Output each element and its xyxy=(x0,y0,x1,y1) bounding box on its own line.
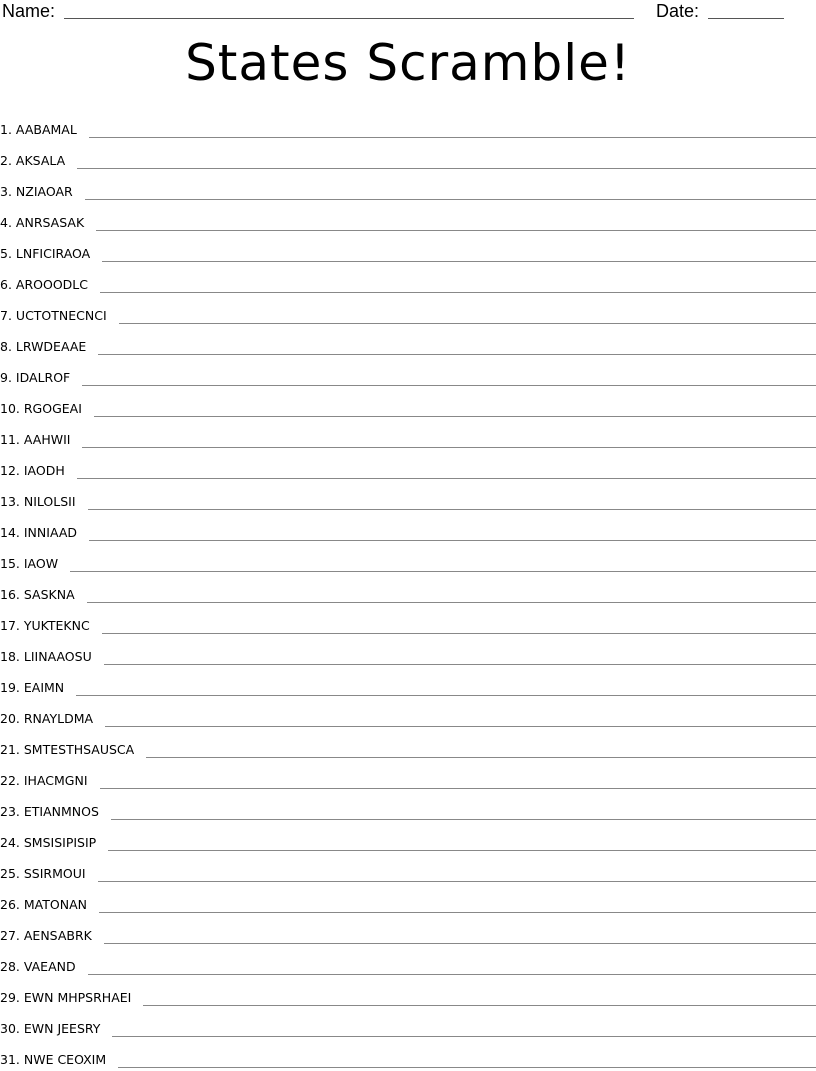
scramble-item-label xyxy=(0,834,96,854)
scramble-item-label xyxy=(0,493,76,513)
scramble-item xyxy=(0,327,816,358)
scramble-item-label xyxy=(0,214,84,234)
item-number: 8. xyxy=(0,339,12,354)
answer-line[interactable] xyxy=(89,137,816,138)
scrambled-word: AABAMAL xyxy=(15,122,77,137)
item-number: 7. xyxy=(0,308,12,323)
scramble-item xyxy=(0,544,816,575)
worksheet-header xyxy=(0,0,816,24)
scrambled-word: LNFICIRAOA xyxy=(15,246,91,261)
scramble-item xyxy=(0,265,816,296)
scramble-item-label xyxy=(0,462,65,482)
answer-line[interactable] xyxy=(70,571,816,572)
scramble-item xyxy=(0,947,816,978)
scrambled-word: IAOW xyxy=(23,556,59,571)
name-line xyxy=(64,18,634,19)
scramble-item xyxy=(0,358,816,389)
scrambled-word: IHACMGNI xyxy=(23,773,88,788)
scramble-item xyxy=(0,172,816,203)
item-number: 21. xyxy=(0,742,20,757)
scrambled-word: NZIAOAR xyxy=(15,184,73,199)
scrambled-word: RGOGEAI xyxy=(23,401,82,416)
scramble-item-label xyxy=(0,152,65,172)
answer-line[interactable] xyxy=(102,633,816,634)
item-number: 6. xyxy=(0,277,12,292)
scramble-item xyxy=(0,141,816,172)
scramble-item xyxy=(0,451,816,482)
answer-line[interactable] xyxy=(76,695,816,696)
scramble-item xyxy=(0,854,816,885)
item-number: 24. xyxy=(0,835,20,850)
scrambled-word: SASKNA xyxy=(23,587,75,602)
scrambled-word: NILOLSII xyxy=(23,494,76,509)
scramble-item-label xyxy=(0,989,131,1009)
scramble-item-label xyxy=(0,338,86,358)
scramble-item-label xyxy=(0,865,86,885)
answer-line[interactable] xyxy=(146,757,816,758)
answer-line[interactable] xyxy=(119,323,816,324)
item-number: 9. xyxy=(0,370,12,385)
item-number: 19. xyxy=(0,680,20,695)
item-number: 30. xyxy=(0,1021,20,1036)
scramble-item xyxy=(0,823,816,854)
scrambled-word: NWE CEOXIM xyxy=(23,1052,107,1067)
answer-line[interactable] xyxy=(77,168,816,169)
scrambled-word: EWN MHPSRHAEI xyxy=(23,990,132,1005)
answer-line[interactable] xyxy=(88,509,816,510)
answer-line[interactable] xyxy=(85,199,816,200)
scramble-item-label xyxy=(0,772,88,792)
answer-line[interactable] xyxy=(82,385,816,386)
answer-line[interactable] xyxy=(108,850,816,851)
answer-line[interactable] xyxy=(112,1036,816,1037)
scramble-item xyxy=(0,761,816,792)
scrambled-word: INNIAAD xyxy=(23,525,78,540)
scramble-item xyxy=(0,482,816,513)
scramble-item-label xyxy=(0,276,88,296)
scramble-item xyxy=(0,606,816,637)
answer-line[interactable] xyxy=(102,261,816,262)
item-number: 10. xyxy=(0,401,20,416)
scrambled-word: EAIMN xyxy=(23,680,65,695)
scramble-item-label xyxy=(0,1020,100,1040)
item-number: 1. xyxy=(0,122,12,137)
scrambled-word: LRWDEAAE xyxy=(15,339,87,354)
date-line xyxy=(708,18,784,19)
answer-line[interactable] xyxy=(100,292,816,293)
item-number: 18. xyxy=(0,649,20,664)
item-number: 25. xyxy=(0,866,20,881)
item-number: 22. xyxy=(0,773,20,788)
scramble-item-label xyxy=(0,803,99,823)
scramble-item-label xyxy=(0,121,77,141)
page-title: States Scramble! xyxy=(185,34,631,92)
item-number: 3. xyxy=(0,184,12,199)
scramble-item xyxy=(0,389,816,420)
scramble-item xyxy=(0,916,816,947)
scramble-item xyxy=(0,296,816,327)
scramble-item xyxy=(0,575,816,606)
scramble-item xyxy=(0,203,816,234)
scrambled-word: SSIRMOUI xyxy=(23,866,86,881)
answer-line[interactable] xyxy=(89,540,816,541)
scrambled-word: EWN JEESRY xyxy=(23,1021,101,1036)
scramble-item-label xyxy=(0,1051,106,1071)
scramble-item-label xyxy=(0,679,64,699)
scramble-item xyxy=(0,110,816,141)
scramble-item-label xyxy=(0,400,82,420)
date-label: Date: xyxy=(656,1,700,21)
scramble-item xyxy=(0,1009,816,1040)
item-number: 11. xyxy=(0,432,20,447)
item-number: 28. xyxy=(0,959,20,974)
scrambled-word: YUKTEKNC xyxy=(23,618,90,633)
scramble-item xyxy=(0,1040,816,1071)
scramble-item xyxy=(0,513,816,544)
item-number: 16. xyxy=(0,587,20,602)
answer-line[interactable] xyxy=(87,602,816,603)
scramble-item-label xyxy=(0,307,107,327)
scramble-item-label xyxy=(0,896,87,916)
answer-line[interactable] xyxy=(104,943,816,944)
scramble-item-label xyxy=(0,927,92,947)
scramble-item xyxy=(0,978,816,1009)
scramble-item xyxy=(0,234,816,265)
scramble-item-label xyxy=(0,431,70,451)
item-number: 2. xyxy=(0,153,12,168)
answer-line[interactable] xyxy=(118,1067,816,1068)
scramble-item xyxy=(0,668,816,699)
scramble-item-label xyxy=(0,524,77,544)
scrambled-word: IAODH xyxy=(23,463,65,478)
item-number: 5. xyxy=(0,246,12,261)
scramble-item-label xyxy=(0,648,92,668)
scrambled-word: AAHWII xyxy=(23,432,71,447)
answer-line[interactable] xyxy=(98,354,816,355)
scrambled-word: SMTESTHSAUSCA xyxy=(23,742,135,757)
answer-line[interactable] xyxy=(105,726,816,727)
answer-line[interactable] xyxy=(77,478,816,479)
name-label: Name: xyxy=(2,1,56,21)
item-number: 14. xyxy=(0,525,20,540)
scramble-item xyxy=(0,792,816,823)
answer-line[interactable] xyxy=(104,664,816,665)
scrambled-word: ANRSASAK xyxy=(15,215,85,230)
answer-line[interactable] xyxy=(94,416,816,417)
scramble-item-label xyxy=(0,369,70,389)
scrambled-word: AKSALA xyxy=(15,153,66,168)
item-number: 27. xyxy=(0,928,20,943)
scramble-item-label xyxy=(0,183,73,203)
scramble-list xyxy=(0,110,816,1071)
scramble-item-label xyxy=(0,555,58,575)
scramble-item-label xyxy=(0,741,134,761)
scramble-item xyxy=(0,637,816,668)
answer-line[interactable] xyxy=(100,788,816,789)
item-number: 23. xyxy=(0,804,20,819)
scrambled-word: RNAYLDMA xyxy=(23,711,94,726)
answer-line[interactable] xyxy=(82,447,816,448)
scrambled-word: ETIANMNOS xyxy=(23,804,99,819)
item-number: 29. xyxy=(0,990,20,1005)
scrambled-word: AENSABRK xyxy=(23,928,92,943)
scramble-item-label xyxy=(0,617,90,637)
item-number: 15. xyxy=(0,556,20,571)
answer-line[interactable] xyxy=(99,912,816,913)
item-number: 20. xyxy=(0,711,20,726)
scramble-item xyxy=(0,885,816,916)
scramble-item xyxy=(0,730,816,761)
scrambled-word: MATONAN xyxy=(23,897,87,912)
scrambled-word: VAEAND xyxy=(23,959,76,974)
item-number: 13. xyxy=(0,494,20,509)
scramble-item-label xyxy=(0,958,76,978)
answer-line[interactable] xyxy=(143,1005,816,1006)
item-number: 12. xyxy=(0,463,20,478)
item-number: 17. xyxy=(0,618,20,633)
item-number: 31. xyxy=(0,1052,20,1067)
scrambled-word: UCTOTNECNCI xyxy=(15,308,107,323)
item-number: 26. xyxy=(0,897,20,912)
answer-line[interactable] xyxy=(111,819,816,820)
scramble-item-label xyxy=(0,710,93,730)
scramble-item xyxy=(0,699,816,730)
scramble-item-label xyxy=(0,245,90,265)
scrambled-word: SMSISIPISIP xyxy=(23,835,97,850)
scrambled-word: AROOODLC xyxy=(15,277,88,292)
answer-line[interactable] xyxy=(96,230,816,231)
scramble-item xyxy=(0,420,816,451)
scrambled-word: LIINAAOSU xyxy=(23,649,92,664)
answer-line[interactable] xyxy=(98,881,816,882)
item-number: 4. xyxy=(0,215,12,230)
answer-line[interactable] xyxy=(88,974,816,975)
scrambled-word: IDALROF xyxy=(15,370,71,385)
scramble-item-label xyxy=(0,586,75,606)
